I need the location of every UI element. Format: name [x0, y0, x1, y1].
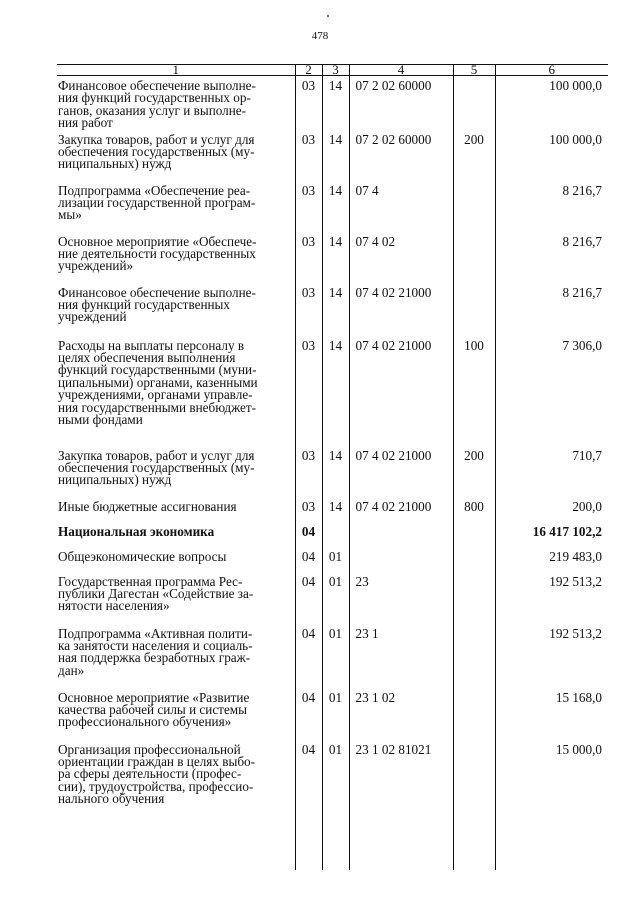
- row-amount: 15 000,0: [495, 740, 608, 832]
- table-row: [57, 547, 608, 572]
- scan-speck: [327, 15, 329, 17]
- table-row: [57, 740, 608, 832]
- row-name: Закупка товаров, работ и услуг для обеспечения государственных (му- ниципальных) нужд: [58, 447, 255, 488]
- table-row: [57, 130, 608, 181]
- row-amount: 200,0: [495, 497, 608, 522]
- table-row: [57, 336, 608, 446]
- row-amount: 100 000,0: [495, 76, 608, 130]
- header-col-4: 4: [349, 65, 453, 76]
- row-section-code: 03: [295, 232, 322, 283]
- row-name: Финансовое обеспечение выполне- ния функций государственных ор- ганов, оказания услуг и выполне- ния работ: [58, 78, 256, 131]
- header-col-1: 1: [57, 65, 295, 76]
- row-subsection-code: 14: [322, 181, 349, 232]
- row-expense-type: 100: [453, 336, 495, 446]
- row-expense-type: [453, 232, 495, 283]
- row-name: Подпрограмма «Активная полити- ка занятости населения и социаль- ная поддержка безработных граж- дан»: [58, 625, 253, 678]
- row-section-code: 04: [295, 740, 322, 832]
- row-amount: 192 513,2: [495, 624, 608, 688]
- row-target-article: 07 4 02: [349, 232, 453, 283]
- row-section-code: 04: [295, 522, 322, 547]
- row-expense-type: [453, 522, 495, 547]
- row-section-code: 04: [295, 547, 322, 572]
- row-section-code: 03: [295, 76, 322, 130]
- row-name: Финансовое обеспечение выполне- ния функций государственных учреждений: [58, 284, 256, 325]
- row-name: Национальная экономика: [58, 523, 215, 539]
- row-section-code: 03: [295, 283, 322, 336]
- table-row: [57, 497, 608, 522]
- row-target-article: 07 4 02 21000: [349, 446, 453, 497]
- row-expense-type: [453, 181, 495, 232]
- row-section-code: 04: [295, 572, 322, 624]
- row-section-code: 03: [295, 336, 322, 446]
- row-target-article: 07 2 02 60000: [349, 76, 453, 130]
- row-target-article: [349, 547, 453, 572]
- table-row: [57, 572, 608, 624]
- row-expense-type: [453, 740, 495, 832]
- row-section-code: 03: [295, 446, 322, 497]
- row-name: Общеэкономические вопросы: [58, 548, 227, 564]
- row-target-article: 07 4 02 21000: [349, 283, 453, 336]
- table-body: [57, 76, 608, 870]
- row-name: Организация профессиональной ориентации граждан в целях выбо- ра сферы деятельности (профес- сии), трудоустройства, профессио- нального обучения: [58, 741, 256, 807]
- row-section-code: 03: [295, 130, 322, 181]
- page-number: 478: [311, 30, 329, 42]
- header-col-5: 5: [453, 65, 495, 76]
- table-filler-cell: [453, 832, 495, 870]
- row-name: Закупка товаров, работ и услуг для обеспечения государственных (му- ниципальных) нужд: [58, 131, 255, 172]
- row-name: Основное мероприятие «Обеспече- ние деятельности государственных учреждений»: [58, 233, 257, 274]
- row-expense-type: [453, 76, 495, 130]
- table-row: [57, 446, 608, 497]
- header-col-6: 6: [495, 65, 608, 76]
- row-amount: 8 216,7: [495, 181, 608, 232]
- row-subsection-code: 14: [322, 76, 349, 130]
- row-target-article: 07 2 02 60000: [349, 130, 453, 181]
- row-expense-type: [453, 688, 495, 740]
- table-filler-cell: [322, 832, 349, 870]
- table-row: [57, 232, 608, 283]
- table-filler-cell: [57, 832, 295, 870]
- row-expense-type: [453, 624, 495, 688]
- row-target-article: 23 1: [349, 624, 453, 688]
- table-row: [57, 522, 608, 547]
- row-target-article: 23 1 02 81021: [349, 740, 453, 832]
- row-expense-type: 200: [453, 130, 495, 181]
- header-col-2: 2: [295, 65, 322, 76]
- row-amount: 710,7: [495, 446, 608, 497]
- row-amount: 219 483,0: [495, 547, 608, 572]
- table-filler-cell: [349, 832, 453, 870]
- budget-table: [57, 64, 608, 870]
- row-name: Расходы на выплаты персоналу в целях обеспечения выполнения функций государственными (муни- ципальными) органами, казенными учреждениями, органами управле- ния государственными внебюджет- ными фондами: [58, 337, 258, 428]
- row-expense-type: [453, 283, 495, 336]
- row-subsection-code: 14: [322, 232, 349, 283]
- row-subsection-code: 14: [322, 497, 349, 522]
- table-filler-cell: [295, 832, 322, 870]
- row-name: Подпрограмма «Обеспечение реа- лизации государственной програм- мы»: [58, 182, 256, 223]
- row-subsection-code: 01: [322, 688, 349, 740]
- table-filler-row: [57, 832, 608, 870]
- row-amount: 100 000,0: [495, 130, 608, 181]
- row-expense-type: [453, 572, 495, 624]
- row-target-article: 23: [349, 572, 453, 624]
- row-section-code: 04: [295, 624, 322, 688]
- row-subsection-code: 14: [322, 336, 349, 446]
- row-name: Государственная программа Рес- публики Дагестан «Содействие за- нятости населения»: [58, 573, 254, 614]
- row-target-article: 07 4: [349, 181, 453, 232]
- table-row: [57, 688, 608, 740]
- row-amount: 8 216,7: [495, 283, 608, 336]
- table-filler-cell: [495, 832, 608, 870]
- row-subsection-code: 01: [322, 624, 349, 688]
- header-col-3: 3: [322, 65, 349, 76]
- table-header: [57, 62, 608, 77]
- row-section-code: 03: [295, 181, 322, 232]
- row-target-article: 07 4 02 21000: [349, 497, 453, 522]
- row-subsection-code: 01: [322, 740, 349, 832]
- row-subsection-code: 14: [322, 283, 349, 336]
- row-subsection-code: 14: [322, 446, 349, 497]
- row-amount: 8 216,7: [495, 232, 608, 283]
- row-subsection-code: 01: [322, 547, 349, 572]
- row-target-article: 07 4 02 21000: [349, 336, 453, 446]
- row-name: Основное мероприятие «Развитие качества рабочей силы и системы профессионального обучения»: [58, 689, 250, 730]
- row-expense-type: 200: [453, 446, 495, 497]
- table-row: [57, 624, 608, 688]
- table-row: [57, 76, 608, 130]
- row-amount: 16 417 102,2: [495, 522, 608, 547]
- row-amount: 192 513,2: [495, 572, 608, 624]
- row-section-code: 04: [295, 688, 322, 740]
- row-target-article: 23 1 02: [349, 688, 453, 740]
- row-target-article: [349, 522, 453, 547]
- table-row: [57, 283, 608, 336]
- row-name: Иные бюджетные ассигнования: [58, 498, 237, 514]
- row-amount: 15 168,0: [495, 688, 608, 740]
- row-subsection-code: 01: [322, 572, 349, 624]
- row-subsection-code: [322, 522, 349, 547]
- table-row: [57, 181, 608, 232]
- row-expense-type: 800: [453, 497, 495, 522]
- row-section-code: 03: [295, 497, 322, 522]
- row-subsection-code: 14: [322, 130, 349, 181]
- row-expense-type: [453, 547, 495, 572]
- row-amount: 7 306,0: [495, 336, 608, 446]
